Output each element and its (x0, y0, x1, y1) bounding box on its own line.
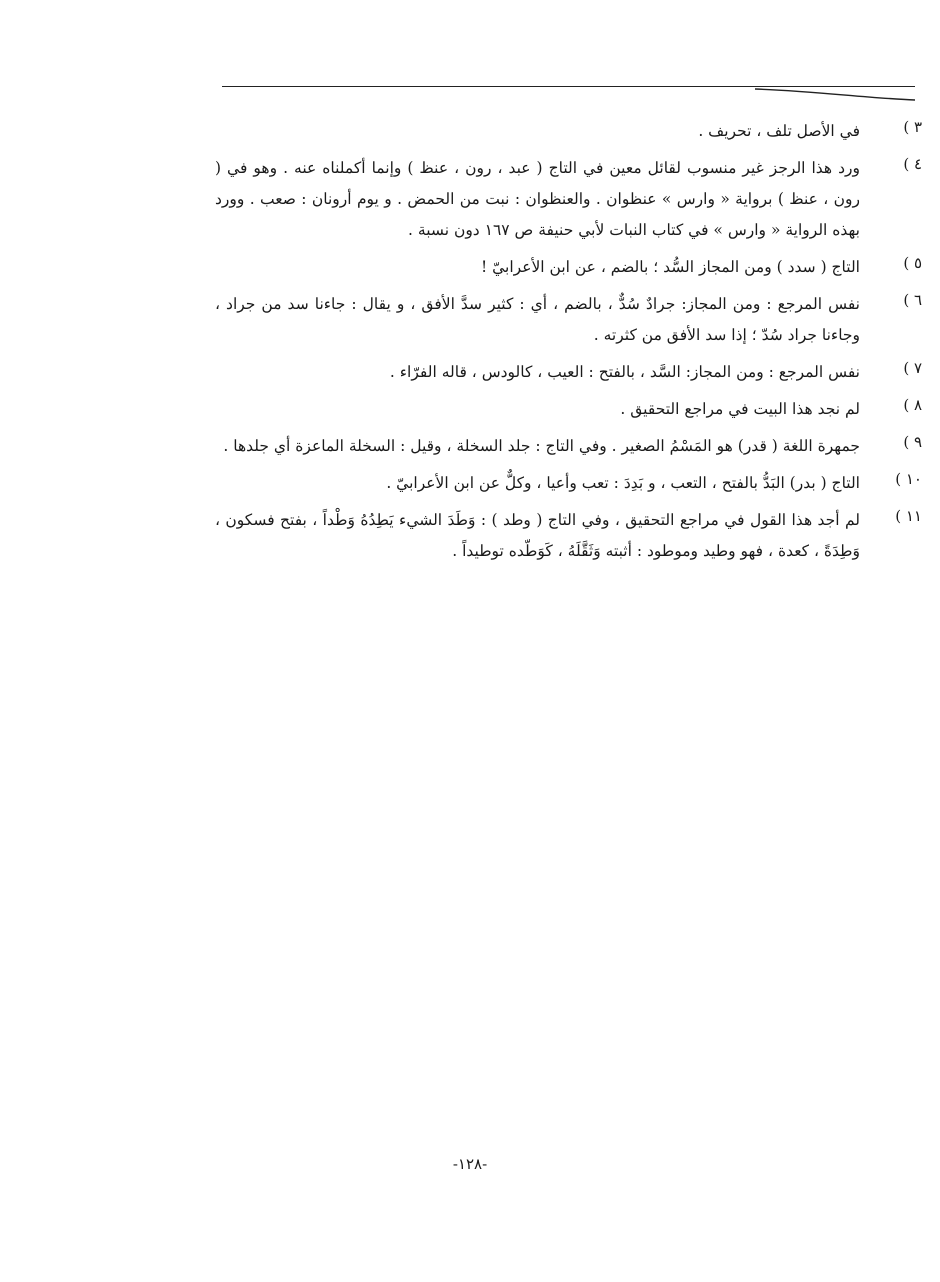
footnote-3 (215, 116, 940, 147)
footnote-text: نفس المرجع : ومن المجاز: جرادٌ سُدٌّ ، بالضم ، أي : كثير سدَّ الأفق ، و يقال : جاءنا سد من جراد ، وجاءنا جراد سُدّ ؛ إذا سد الأفق من كثرته . (215, 295, 860, 344)
footnote-text: نفس المرجع : ومن المجاز: السَّد ، بالفتح : العيب ، كالودس ، قاله الفرّاء . (389, 363, 860, 381)
footnote-9 (215, 431, 940, 462)
footnote-5 (215, 252, 940, 283)
page-number: -١٢٨- (452, 1155, 488, 1173)
footnote-number: ١١ ) (895, 507, 922, 525)
footnote-text: في الأصل تلف ، تحريف . (698, 122, 860, 140)
footnote-number: ١٠ ) (895, 470, 922, 488)
footnote-number: ٩ ) (903, 433, 922, 451)
footnote-text: التاج ( بدر) البَدُّ بالفتح ، التعب ، و بَدِدَ : تعب وأعيا ، وكلٌّ عن ابن الأعرابيّ . (386, 474, 860, 492)
separator-rule-tail (755, 88, 915, 102)
footnote-number: ٦ ) (903, 291, 922, 309)
footnote-number: ٣ ) (903, 118, 922, 136)
footnote-text: ورد هذا الرجز غير منسوب لقائل معين في التاج ( عبد ، رون ، عنظ ) وإنما أكملناه عنه . وهو في ( رون ، عنظ ) برواية « وارس » عنظوان . والعنظوان : نبت من الحمض . و يوم أرونان : صعب . وورد بهذه الرواية « وارس » في كتاب النبات لأبي حنيفة ص ١٦٧ دون نسبة . (215, 159, 860, 239)
footnote-text: لم أجد هذا القول في مراجع التحقيق ، وفي التاج ( وطد ) : وَطَدَ الشيء يَطِدُهُ وَطْداً ، بفتح فسكون ، وَطِدَةً ، كعدة ، فهو وطيد وموطود : أثبته وَثَقَّلَهُ ، كَوَطّده توطيداً . (215, 511, 860, 560)
footnote-number: ٤ ) (903, 155, 922, 173)
footnote-11 (215, 505, 940, 567)
footnote-number: ٨ ) (903, 396, 922, 414)
footnote-number: ٥ ) (903, 254, 922, 272)
footnote-10 (215, 468, 940, 499)
footnote-text: التاج ( سدد ) ومن المجاز السُّد ؛ بالضم ، عن ابن الأعرابيّ ! (480, 258, 860, 276)
footnotes-list (215, 116, 940, 573)
footnote-4 (215, 153, 940, 246)
footnote-text: جمهرة اللغة ( قدر) هو المَسْمُ الصغير . وفي التاج : جلد السخلة ، وقيل : السخلة الماعزة أي جلدها . (223, 437, 860, 455)
footnote-text: لم نجد هذا البيت في مراجع التحقيق . (620, 400, 860, 418)
footnote-number: ٧ ) (903, 359, 922, 377)
footnote-7 (215, 357, 940, 388)
footnote-8 (215, 394, 940, 425)
footnote-separator-rule (222, 86, 915, 87)
footnote-6 (215, 289, 940, 351)
